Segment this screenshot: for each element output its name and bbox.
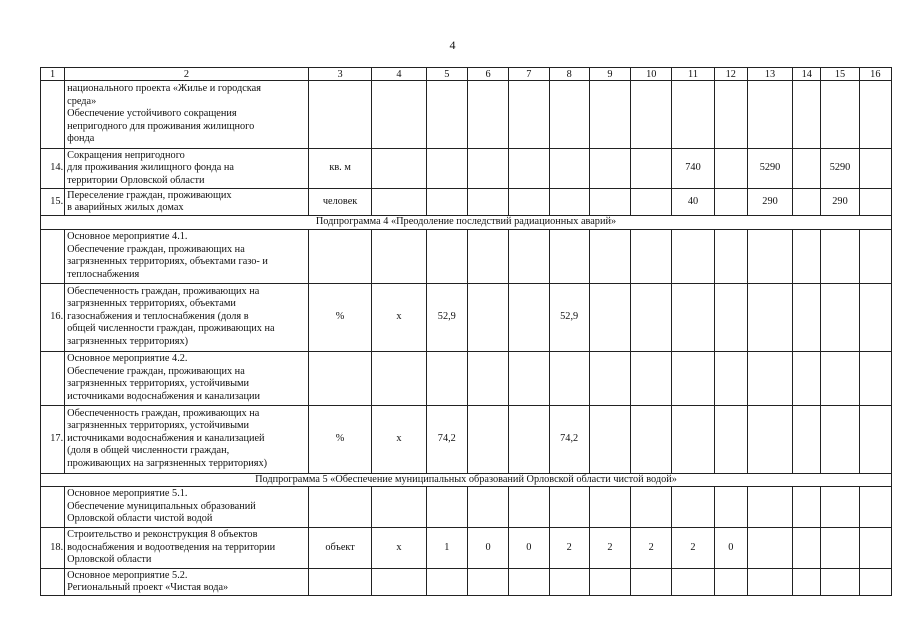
value-cell-col-9 — [589, 405, 630, 473]
indicator-name-line: загрязненных территориях, объектами — [67, 298, 236, 310]
indicator-name-line: проживающих на загрязненных территориях) — [67, 457, 268, 469]
column-header-5: 5 — [426, 68, 467, 81]
value-cell-col-5: 1 — [426, 528, 467, 569]
value-cell-col-5: 52,9 — [426, 283, 467, 351]
indicator-name — [65, 487, 309, 528]
value-cell-col-7 — [509, 81, 549, 149]
indicator-name-line: Обеспечение устойчивого сокращения — [67, 108, 237, 120]
indicator-name-line: общей численности граждан, проживающих на — [67, 323, 275, 335]
value-cell-col-10 — [631, 81, 672, 149]
table-row — [41, 569, 892, 596]
row-number: 15. — [41, 189, 65, 216]
indicator-name-line: водоснабжения и водоотведения на территории — [67, 541, 276, 553]
value-cell-col-16 — [859, 569, 891, 596]
indicator-name-line: национального проекта «Жилье и городская — [67, 83, 261, 95]
value-cell-col-16 — [859, 528, 891, 569]
row-number — [41, 569, 65, 596]
value-cell-col-9 — [589, 81, 630, 149]
value-cell-col-11 — [672, 569, 714, 596]
value-cell-col-16 — [859, 487, 891, 528]
value-cell-col-5 — [426, 229, 467, 283]
value-cell-col-7 — [509, 149, 549, 189]
value-cell-col-8: 74,2 — [549, 405, 589, 473]
value-cell-col-7 — [509, 283, 549, 351]
value-cell-col-14 — [793, 487, 821, 528]
value-cell-col-14 — [793, 229, 821, 283]
value-cell-col-15 — [821, 283, 859, 351]
column-header-1: 1 — [41, 68, 65, 81]
value-cell-col-4 — [372, 229, 426, 283]
value-cell-col-11: 40 — [672, 189, 714, 216]
value-cell-col-13 — [747, 81, 792, 149]
value-cell-col-7 — [509, 487, 549, 528]
value-cell-col-15 — [821, 528, 859, 569]
indicator-name-line: среда» — [67, 95, 97, 107]
value-cell-col-13 — [747, 351, 792, 405]
value-cell-col-10 — [631, 189, 672, 216]
indicator-name-line: в аварийных жилых домах — [67, 202, 184, 213]
unit-cell — [308, 81, 371, 149]
value-cell-col-8: 52,9 — [549, 283, 589, 351]
value-cell-col-10 — [631, 569, 672, 596]
value-cell-col-11: 2 — [672, 528, 714, 569]
value-cell-col-5: 74,2 — [426, 405, 467, 473]
value-cell-col-4 — [372, 81, 426, 149]
value-cell-col-14 — [793, 189, 821, 216]
row-number: 14. — [41, 149, 65, 189]
value-cell-col-12 — [714, 405, 747, 473]
value-cell-col-6 — [467, 487, 508, 528]
column-header-16: 16 — [859, 68, 891, 81]
table-row — [41, 528, 892, 569]
subprogram-row — [41, 473, 892, 487]
value-cell-col-5 — [426, 487, 467, 528]
row-number: 18. — [41, 528, 65, 569]
value-cell-col-9: 2 — [589, 528, 630, 569]
unit-cell — [308, 351, 371, 405]
indicator-name — [65, 149, 309, 189]
table-row — [41, 81, 892, 149]
table-row — [41, 283, 892, 351]
value-cell-col-11 — [672, 351, 714, 405]
unit-cell — [308, 569, 371, 596]
column-header-11: 11 — [672, 68, 714, 81]
value-cell-col-8 — [549, 569, 589, 596]
table-row — [41, 229, 892, 283]
value-cell-col-9 — [589, 569, 630, 596]
value-cell-col-8 — [549, 81, 589, 149]
value-cell-col-16 — [859, 81, 891, 149]
unit-cell — [308, 487, 371, 528]
value-cell-col-10 — [631, 229, 672, 283]
value-cell-col-12 — [714, 189, 747, 216]
value-cell-col-14 — [793, 283, 821, 351]
indicator-name-line: загрязненных территориях, устойчивыми — [67, 378, 250, 389]
value-cell-col-7 — [509, 351, 549, 405]
value-cell-col-10 — [631, 405, 672, 473]
column-header-12: 12 — [714, 68, 747, 81]
value-cell-col-10: 2 — [631, 528, 672, 569]
value-cell-col-9 — [589, 189, 630, 216]
indicator-name-line: фонда — [67, 133, 95, 145]
column-header-6: 6 — [467, 68, 508, 81]
value-cell-col-16 — [859, 405, 891, 473]
value-cell-col-5 — [426, 189, 467, 216]
indicator-name-line: Обеспечение граждан, проживающих на — [67, 365, 245, 377]
indicator-name-line: для проживания жилищного фонда на — [67, 162, 234, 174]
indicator-name — [65, 528, 309, 569]
value-cell-col-6 — [467, 569, 508, 596]
unit-cell: кв. м — [308, 149, 371, 189]
value-cell-col-5 — [426, 149, 467, 189]
value-cell-col-12: 0 — [714, 528, 747, 569]
value-cell-col-6 — [467, 189, 508, 216]
value-cell-col-15: 290 — [821, 189, 859, 216]
value-cell-col-14 — [793, 528, 821, 569]
value-cell-col-6 — [467, 229, 508, 283]
value-cell-col-7: 0 — [509, 528, 549, 569]
value-cell-col-8 — [549, 149, 589, 189]
value-cell-col-16 — [859, 189, 891, 216]
value-cell-col-12 — [714, 149, 747, 189]
value-cell-col-6 — [467, 149, 508, 189]
value-cell-col-5 — [426, 351, 467, 405]
value-cell-col-4: х — [372, 283, 426, 351]
indicator-name-line: Строительство и реконструкция 8 объектов — [67, 529, 258, 541]
indicator-name-line: Обеспеченность граждан, проживающих на — [67, 407, 260, 419]
indicator-name-line: загрязненных территориях, объектами газо- и — [67, 256, 268, 267]
value-cell-col-6 — [467, 405, 508, 473]
value-cell-col-4: х — [372, 528, 426, 569]
value-cell-col-6 — [467, 351, 508, 405]
indicator-name — [65, 189, 309, 216]
indicator-name-line: теплоснабжения — [67, 268, 140, 280]
value-cell-col-7 — [509, 229, 549, 283]
unit-cell: % — [308, 283, 371, 351]
value-cell-col-10 — [631, 149, 672, 189]
indicator-name-line: Основное мероприятие 5.1. — [67, 488, 188, 500]
row-number — [41, 351, 65, 405]
value-cell-col-8 — [549, 229, 589, 283]
value-cell-col-9 — [589, 149, 630, 189]
unit-cell: человек — [308, 189, 371, 216]
value-cell-col-8 — [549, 487, 589, 528]
value-cell-col-16 — [859, 149, 891, 189]
value-cell-col-7 — [509, 569, 549, 596]
value-cell-col-8 — [549, 189, 589, 216]
value-cell-col-10 — [631, 487, 672, 528]
indicator-name-line: источниками водоснабжения и канализацией — [67, 432, 265, 444]
table-row — [41, 351, 892, 405]
indicator-name-line: Основное мероприятие 5.2. — [67, 569, 188, 581]
indicator-name-line: Региональный проект «Чистая вода» — [67, 582, 229, 593]
value-cell-col-14 — [793, 149, 821, 189]
indicator-name-line: Обеспечение граждан, проживающих на — [67, 243, 245, 255]
table-row — [41, 149, 892, 189]
value-cell-col-4 — [372, 487, 426, 528]
row-number: 17. — [41, 405, 65, 473]
unit-cell: % — [308, 405, 371, 473]
value-cell-col-11: 740 — [672, 149, 714, 189]
value-cell-col-5 — [426, 569, 467, 596]
value-cell-col-12 — [714, 487, 747, 528]
row-number — [41, 487, 65, 528]
page-number: 4 — [449, 38, 456, 52]
value-cell-col-15 — [821, 229, 859, 283]
column-header-7: 7 — [509, 68, 549, 81]
indicator-name-line: Основное мероприятие 4.1. — [67, 231, 188, 242]
indicator-name — [65, 405, 309, 473]
indicator-name-line: газоснабжения и теплоснабжения (доля в — [67, 310, 249, 322]
indicator-name-line: Орловской области чистой водой — [67, 513, 213, 525]
value-cell-col-10 — [631, 283, 672, 351]
column-header-row — [41, 68, 892, 81]
value-cell-col-10 — [631, 351, 672, 405]
indicator-name-line: непригодного для проживания жилищного — [67, 120, 255, 132]
subprogram-row — [41, 216, 892, 230]
value-cell-col-11 — [672, 229, 714, 283]
indicator-name-line: Обеспеченность граждан, проживающих на — [67, 285, 260, 297]
value-cell-col-13 — [747, 229, 792, 283]
value-cell-col-15 — [821, 569, 859, 596]
subprogram-title: Подпрограмма 4 «Преодоление последствий радиационных аварий» — [41, 216, 892, 230]
table-row — [41, 405, 892, 473]
column-header-8: 8 — [549, 68, 589, 81]
value-cell-col-5 — [426, 81, 467, 149]
column-header-13: 13 — [747, 68, 792, 81]
value-cell-col-4 — [372, 569, 426, 596]
row-number — [41, 229, 65, 283]
value-cell-col-15: 5290 — [821, 149, 859, 189]
value-cell-col-12 — [714, 81, 747, 149]
value-cell-col-14 — [793, 81, 821, 149]
column-header-3: 3 — [308, 68, 371, 81]
indicator-name-line: Обеспечение муниципальных образований — [67, 500, 256, 512]
value-cell-col-13: 5290 — [747, 149, 792, 189]
value-cell-col-6 — [467, 283, 508, 351]
value-cell-col-12 — [714, 351, 747, 405]
value-cell-col-9 — [589, 229, 630, 283]
column-header-4: 4 — [372, 68, 426, 81]
value-cell-col-16 — [859, 351, 891, 405]
value-cell-col-11 — [672, 81, 714, 149]
value-cell-col-8 — [549, 351, 589, 405]
value-cell-col-7 — [509, 189, 549, 216]
value-cell-col-11 — [672, 405, 714, 473]
indicator-name-line: источниками водоснабжения и канализации — [67, 390, 260, 402]
value-cell-col-14 — [793, 405, 821, 473]
value-cell-col-13 — [747, 405, 792, 473]
value-cell-col-6 — [467, 81, 508, 149]
indicator-name — [65, 569, 309, 596]
column-header-14: 14 — [793, 68, 821, 81]
indicator-name-line: Основное мероприятие 4.2. — [67, 353, 188, 364]
value-cell-col-15 — [821, 351, 859, 405]
value-cell-col-13 — [747, 569, 792, 596]
unit-cell: объект — [308, 528, 371, 569]
indicator-name — [65, 229, 309, 283]
value-cell-col-12 — [714, 283, 747, 351]
value-cell-col-15 — [821, 487, 859, 528]
indicator-name-line: Орловской области — [67, 554, 152, 566]
indicator-name-line: загрязненных территориях, устойчивыми — [67, 420, 250, 432]
value-cell-col-16 — [859, 229, 891, 283]
value-cell-col-15 — [821, 405, 859, 473]
unit-cell — [308, 229, 371, 283]
indicator-name-line: Сокращения непригодного — [67, 149, 185, 161]
column-header-9: 9 — [589, 68, 630, 81]
indicator-name-line: загрязненных территориях) — [67, 335, 189, 347]
value-cell-col-14 — [793, 351, 821, 405]
value-cell-col-12 — [714, 569, 747, 596]
value-cell-col-12 — [714, 229, 747, 283]
indicators-table — [40, 67, 892, 596]
indicator-name — [65, 283, 309, 351]
table-row — [41, 189, 892, 216]
value-cell-col-9 — [589, 351, 630, 405]
indicator-name-line: (доля в общей численности граждан, — [67, 445, 230, 457]
indicator-name-line: территории Орловской области — [67, 174, 205, 186]
value-cell-col-13 — [747, 487, 792, 528]
value-cell-col-9 — [589, 283, 630, 351]
subprogram-title: Подпрограмма 5 «Обеспечение муниципальных образований Орловской области чистой водой» — [41, 473, 892, 487]
value-cell-col-9 — [589, 487, 630, 528]
value-cell-col-6: 0 — [467, 528, 508, 569]
value-cell-col-11 — [672, 283, 714, 351]
value-cell-col-7 — [509, 405, 549, 473]
value-cell-col-11 — [672, 487, 714, 528]
value-cell-col-13 — [747, 528, 792, 569]
table-row — [41, 487, 892, 528]
indicator-name — [65, 81, 309, 149]
value-cell-col-13: 290 — [747, 189, 792, 216]
row-number — [41, 81, 65, 149]
value-cell-col-15 — [821, 81, 859, 149]
value-cell-col-4: х — [372, 405, 426, 473]
value-cell-col-14 — [793, 569, 821, 596]
column-header-10: 10 — [631, 68, 672, 81]
value-cell-col-13 — [747, 283, 792, 351]
value-cell-col-4 — [372, 189, 426, 216]
value-cell-col-16 — [859, 283, 891, 351]
indicator-name — [65, 351, 309, 405]
column-header-2: 2 — [65, 68, 309, 81]
value-cell-col-4 — [372, 149, 426, 189]
column-header-15: 15 — [821, 68, 859, 81]
value-cell-col-8: 2 — [549, 528, 589, 569]
indicator-name-line: Переселение граждан, проживающих — [67, 189, 232, 201]
value-cell-col-4 — [372, 351, 426, 405]
row-number: 16. — [41, 283, 65, 351]
